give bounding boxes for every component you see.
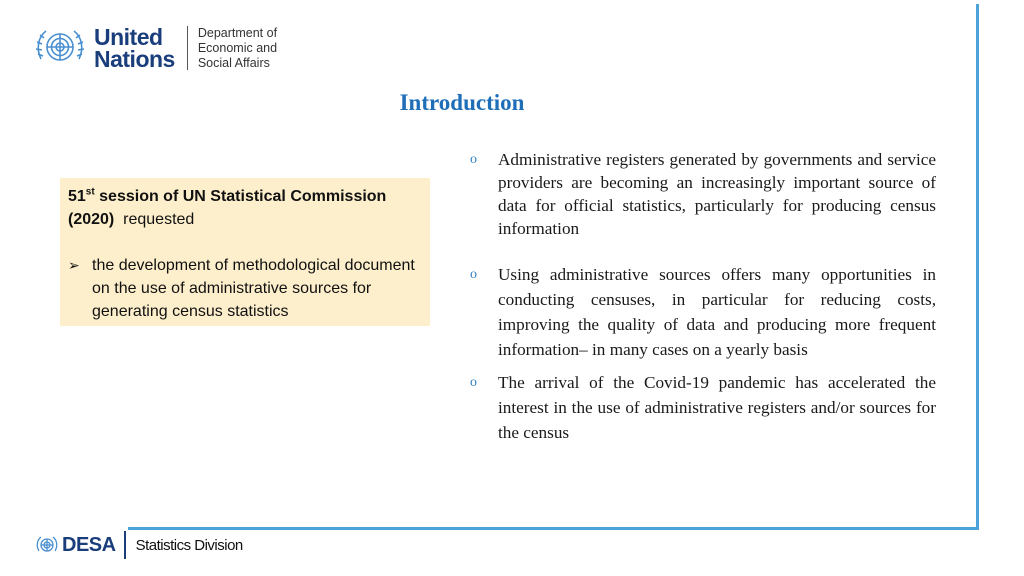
un-emblem-small-icon [36, 534, 58, 556]
requested-text: requested [123, 211, 195, 228]
session-suffix: st [85, 186, 95, 198]
list-item-text: Using administrative sources offers many opportunities in conducting censuses, in particular for reducing costs, improving the quality of data and producing more frequent information– in many cases on a yearly basis [498, 265, 936, 359]
department-name [198, 26, 277, 71]
list-item [470, 370, 936, 445]
callout-bullet [68, 254, 422, 323]
frame-right-border [976, 4, 979, 530]
un-wordmark [94, 26, 175, 70]
arrow-bullet-icon: ➢ [68, 257, 80, 273]
list-item [470, 148, 936, 240]
callout-bullet-text: the development of methodological document on the use of administrative sources for generating census statistics [92, 257, 415, 320]
session-year: (2020) [68, 211, 115, 228]
division-name: Statistics Division [135, 536, 243, 554]
circle-bullet-icon: o [470, 152, 477, 167]
frame-bottom-border [128, 527, 979, 530]
un-desa-logo [32, 22, 277, 74]
department-line1: Department of [197, 25, 278, 40]
circle-bullet-icon: o [470, 267, 477, 282]
list-item-text: The arrival of the Covid-19 pandemic has accelerated the interest in the use of administrative registers and/or sources for the census [498, 373, 936, 442]
slide-title: Introduction [399, 90, 525, 115]
session-text: session of UN Statistical Commission [94, 188, 387, 205]
session-number: 51 [68, 188, 86, 205]
un-emblem-icon [32, 23, 88, 73]
department-line2: Economic and [197, 40, 278, 55]
footer-separator [124, 531, 126, 559]
circle-bullet-icon: o [470, 375, 477, 390]
bullet-list [470, 148, 936, 445]
callout-year-line [68, 208, 422, 231]
list-item [470, 262, 936, 362]
desa-logo-text: DESA [62, 533, 116, 556]
callout-heading [68, 185, 422, 208]
footer [36, 530, 243, 560]
logo-separator [187, 26, 188, 70]
callout-box [60, 178, 430, 326]
un-wordmark-line2: Nations [94, 46, 175, 72]
department-line3: Social Affairs [197, 55, 270, 70]
list-item-text: Administrative registers generated by governments and service providers are becoming an increasingly important source of data for official statistics, particularly for producing census information [498, 150, 936, 238]
un-wordmark-line1: United [94, 24, 163, 50]
